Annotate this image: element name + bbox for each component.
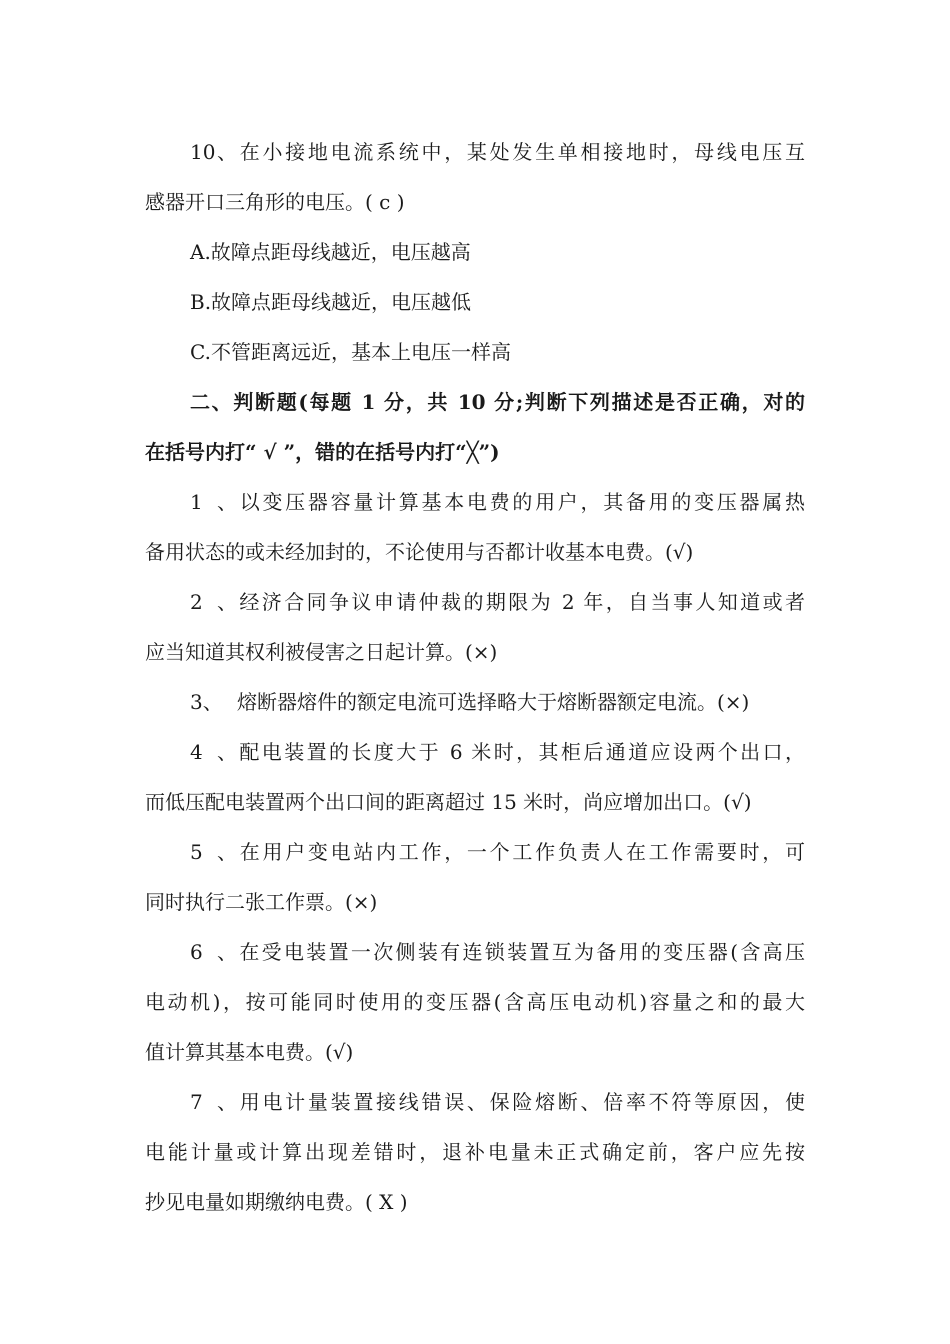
judgment-3-number: 3、 bbox=[190, 690, 223, 714]
judgment-5-number: 5、 bbox=[190, 840, 237, 864]
q10-number: 10、 bbox=[190, 140, 237, 164]
judgment-6-number: 6、 bbox=[190, 940, 237, 964]
judgment-1-number: 1、 bbox=[190, 490, 237, 514]
judgment-3-line1 bbox=[145, 677, 805, 727]
document-page bbox=[145, 127, 805, 1227]
judgment-6-line3: 值计算其基本电费。(√) bbox=[145, 1040, 354, 1064]
q10-text-line1: 在小接地电流系统中，某处发生单相接地时，母线电压互 bbox=[237, 140, 805, 164]
judgment-7-number: 7、 bbox=[190, 1090, 237, 1114]
judgment-1-line1 bbox=[145, 477, 805, 527]
judgment-7-text-line1: 用电计量装置接线错误、保险熔断、倍率不符等原因，使 bbox=[237, 1090, 805, 1114]
judgment-6-text-line1: 在受电装置一次侧装有连锁装置互为备用的变压器(含高压 bbox=[237, 940, 805, 964]
judgment-1-text-line1: 以变压器容量计算基本电费的用户，其备用的变压器属热 bbox=[237, 490, 805, 514]
judgment-7-line3: 抄见电量如期缴纳电费。( X ) bbox=[145, 1190, 408, 1214]
judgment-2-line1 bbox=[145, 577, 805, 627]
judgment-6-line1 bbox=[145, 927, 805, 977]
judgment-4-number: 4、 bbox=[190, 740, 237, 764]
judgment-5-text-line1: 在用户变电站内工作，一个工作负责人在工作需要时，可 bbox=[237, 840, 805, 864]
judgment-1-line2: 备用状态的或未经加封的，不论使用与否都计收基本电费。(√) bbox=[145, 540, 694, 564]
judgment-6-line2: 电动机)，按可能同时使用的变压器(含高压电动机)容量之和的最大 bbox=[145, 990, 805, 1014]
judgment-2-text-line1: 经济合同争议申请仲裁的期限为 2 年，自当事人知道或者 bbox=[237, 590, 805, 614]
judgment-4-line2: 而低压配电装置两个出口间的距离超过 15 米时，尚应增加出口。(√) bbox=[145, 790, 752, 814]
judgment-3-text-line1: 熔断器熔件的额定电流可选择略大于熔断器额定电流。(×) bbox=[237, 690, 750, 714]
q10-option-b: B.故障点距母线越近，电压越低 bbox=[190, 290, 472, 314]
section2-heading-line1: 二、判断题(每题 1 分，共 10 分;判断下列描述是否正确，对的 bbox=[190, 390, 805, 414]
judgment-7-line2: 电能计量或计算出现差错时，退补电量未正式确定前，客户应先按 bbox=[145, 1140, 805, 1164]
judgment-4-line1 bbox=[145, 727, 805, 777]
judgment-5-line1 bbox=[145, 827, 805, 877]
q10-line1 bbox=[145, 127, 805, 177]
q10-option-c: C.不管距离远近，基本上电压一样高 bbox=[190, 340, 511, 364]
judgment-2-number: 2、 bbox=[190, 590, 237, 614]
judgment-7-line1 bbox=[145, 1077, 805, 1127]
judgment-2-line2: 应当知道其权利被侵害之日起计算。(×) bbox=[145, 640, 498, 664]
judgment-4-text-line1: 配电装置的长度大于 6 米时，其柜后通道应设两个出口， bbox=[237, 740, 805, 764]
q10-option-a: A.故障点距母线越近，电压越高 bbox=[190, 240, 471, 264]
section2-heading-line2: 在括号内打“ √ ”，错的在括号内打“╳”) bbox=[145, 440, 500, 464]
judgment-5-line2: 同时执行二张工作票。(×) bbox=[145, 890, 378, 914]
q10-line2: 感器开口三角形的电压。( c ) bbox=[145, 190, 405, 214]
